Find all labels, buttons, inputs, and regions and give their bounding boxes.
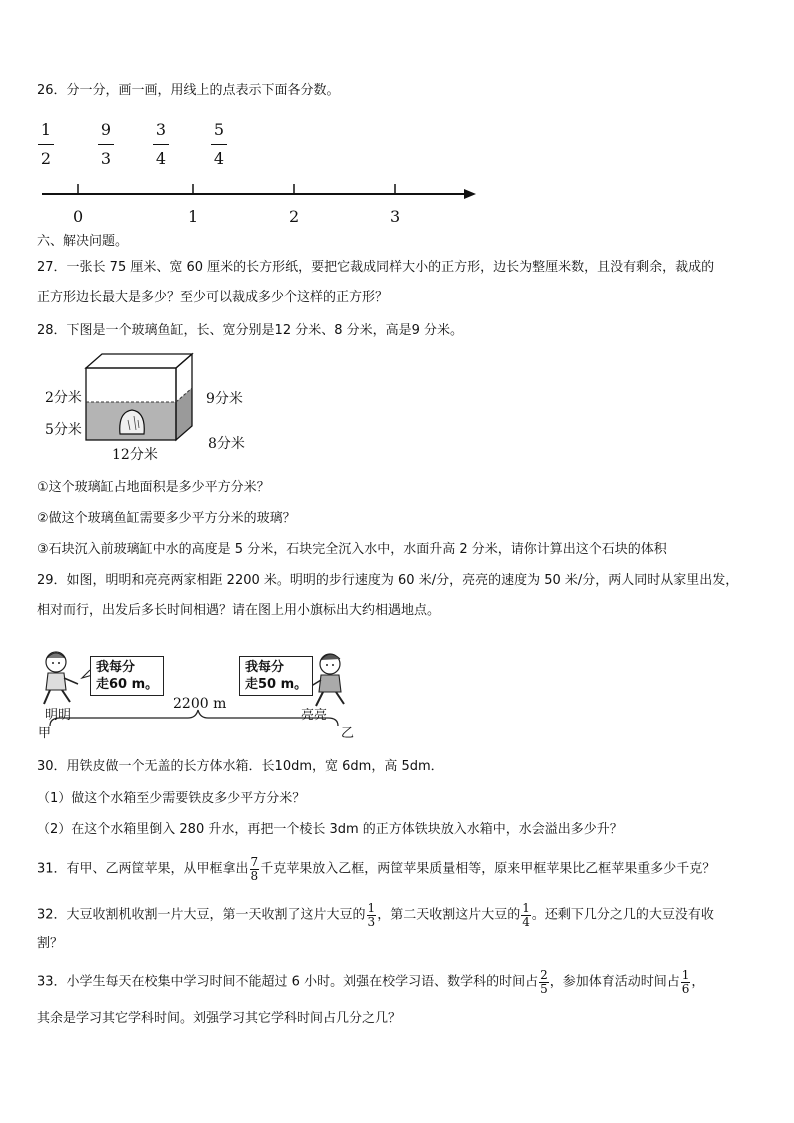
q29-line1: 29．如图，明明和亮亮两家相距 2200 米。明明的步行速度为 60 米/分，亮亮的速度为 50 米/分，两人同时从家里出发， xyxy=(37,573,739,588)
q28-text: 28．下图是一个玻璃鱼缸，长、宽分别是12 分米、8 分米，高是9 分米。 xyxy=(37,323,464,338)
fraction-4: 5 4 xyxy=(211,120,227,169)
q27-line2: 正方形边长最大是多少？至少可以裁成多少个这样的正方形？ xyxy=(37,290,389,305)
q33-line2: 其余是学习其它学科时间。刘强学习其它学科时间占几分之几？ xyxy=(37,1011,402,1026)
q28-sub2: ②做这个玻璃鱼缸需要多少平方分米的玻璃？ xyxy=(37,511,296,526)
q28-sub3: ③石块沉入前玻璃缸中水的高度是 5 分米，石块完全沉入水中，水面升高 2 分米，请你计算出这个石块的体积 xyxy=(37,542,667,557)
tick-label-2: 2 xyxy=(289,207,300,226)
tank-top xyxy=(86,354,192,368)
label-12dm: 12分米 xyxy=(112,447,158,463)
number-line xyxy=(0,180,500,210)
section-heading: 六、解决问题。 xyxy=(37,234,129,249)
q31-text: 31．有甲、乙两筐苹果，从甲框拿出 $\frac{7}{8}$ 千克苹果放入乙框，两筐苹果质量相等，原来甲框苹果比乙框苹果重多少千克？ xyxy=(37,855,716,883)
q30-sub1: （1）做这个水箱至少需要铁皮多少平方分米？ xyxy=(37,791,306,806)
q32-line1: 32．大豆收割机收割一片大豆，第一天收割了这片大豆的 $\frac{1}{3}$ ，第二天收割这片大豆的 $\frac{1}{4}$ 。还剩下几分之几的大豆没有收 xyxy=(37,901,714,929)
q32-fraction-2: $\frac{1}{4}$ xyxy=(522,901,530,929)
q33-line1: 33．小学生每天在校集中学习时间不能超过 6 小时。刘强在校学习语、数学科的时间占 $\frac{2}{5}$ ，参加体育活动时间占 $\frac{1}{6}$ ， xyxy=(37,968,705,996)
q33-fraction-2: $\frac{1}{6}$ xyxy=(681,968,690,996)
q29-line2: 相对而行，出发后多长时间相遇？请在图上用小旗标出大约相遇地点。 xyxy=(37,603,441,618)
arrow-head-icon xyxy=(464,189,476,199)
name-liangliang: 亮亮 xyxy=(301,708,328,723)
tick-label-3: 3 xyxy=(390,207,401,226)
name-mingming: 明明 xyxy=(45,708,72,723)
speech-bubble-left: 我每分 走60 m。 xyxy=(90,656,164,696)
child-mingming-icon xyxy=(44,652,78,704)
tick-label-1: 1 xyxy=(188,207,199,226)
q32-line2: 割？ xyxy=(37,936,64,951)
q32-fraction-1: $\frac{1}{3}$ xyxy=(367,901,376,929)
speech-bubble-right: 我每分 走50 m。 xyxy=(239,656,313,696)
fraction-2: 9 3 xyxy=(98,120,114,169)
child-liangliang-icon xyxy=(308,654,344,706)
endpoint-jia: 甲 xyxy=(38,726,52,741)
q31-fraction: $\frac{7}{8}$ xyxy=(250,855,259,883)
q28-sub1: ①这个玻璃缸占地面积是多少平方分米？ xyxy=(37,480,270,495)
q30-sub2: （2）在这个水箱里倒入 280 升水，再把一个棱长 3dm 的正方体铁块放入水箱中，水会溢出多少升？ xyxy=(37,822,623,837)
q26-text: 26．分一分，画一画，用线上的点表示下面各分数。 xyxy=(37,83,340,98)
q27-line1: 27．一张长 75 厘米、宽 60 厘米的长方形纸，要把它裁成同样大小的正方形，边长为整厘米数，且没有剩余，裁成的 xyxy=(37,260,715,275)
endpoint-yi: 乙 xyxy=(341,726,355,741)
label-9dm: 9分米 xyxy=(206,391,243,407)
distance-brace xyxy=(50,710,338,726)
fish-tank-diagram xyxy=(80,350,200,445)
q30-text: 30．用铁皮做一个无盖的长方体水箱．长10dm，宽 6dm，高 5dm． xyxy=(37,759,444,774)
q33-fraction-1: $\frac{2}{5}$ xyxy=(540,968,548,996)
label-8dm: 8分米 xyxy=(208,436,245,452)
label-2dm: 2分米 xyxy=(45,390,82,406)
label-5dm: 5分米 xyxy=(45,422,82,438)
tick-label-0: 0 xyxy=(73,207,84,226)
distance-label: 2200 m xyxy=(173,696,227,712)
fraction-1: 1 2 xyxy=(38,120,54,169)
fraction-3: 3 4 xyxy=(153,120,169,169)
